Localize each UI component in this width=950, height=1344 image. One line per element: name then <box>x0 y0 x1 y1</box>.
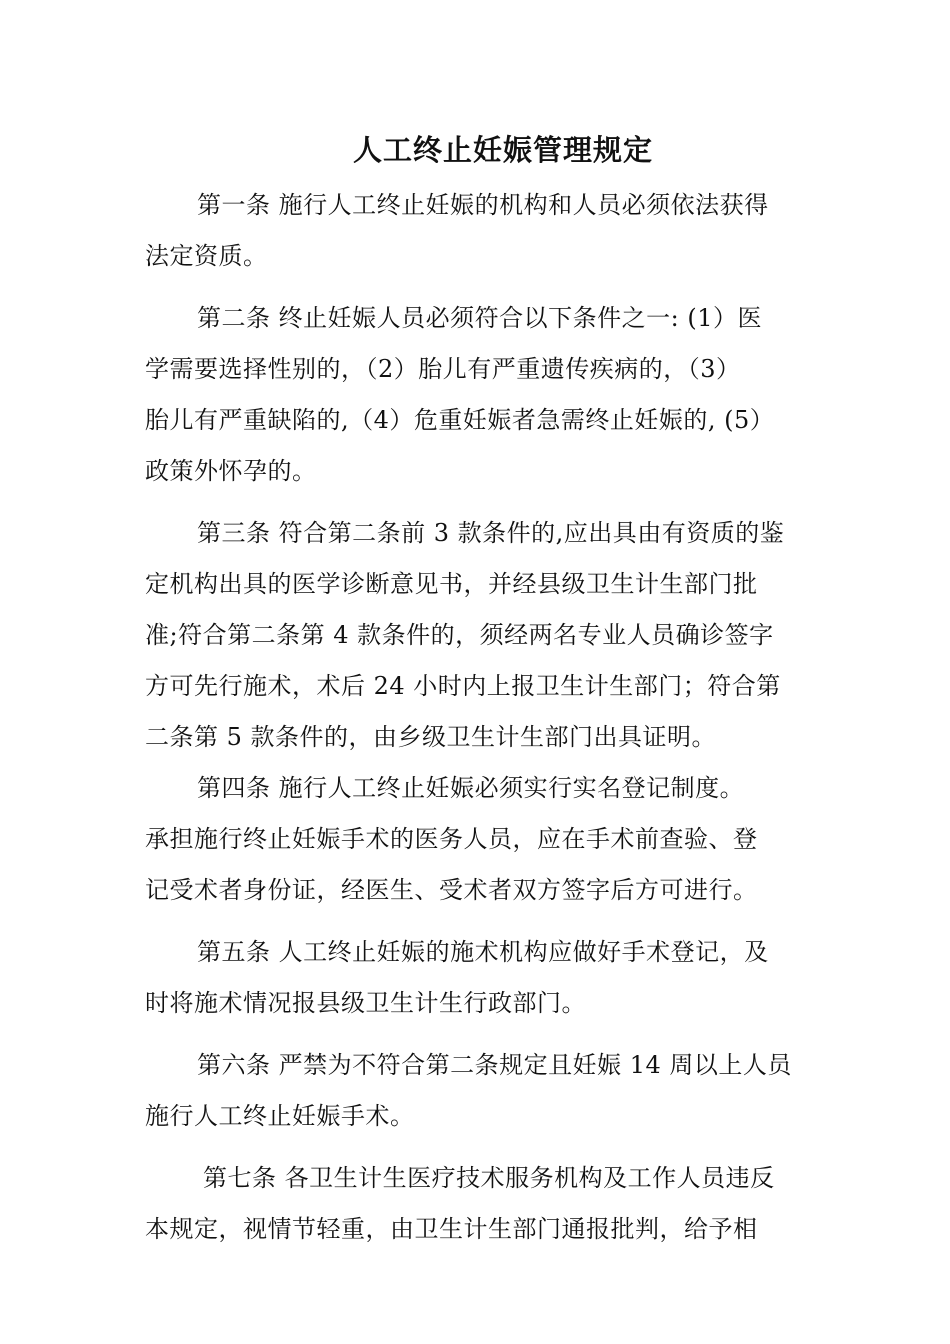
article-3-line-4: 方可先行施术，术后 24 小时内上报卫生计生部门；符合第 <box>145 672 781 700</box>
article-2-line-1: 第二条 终止妊娠人员必须符合以下条件之一: (1）医 <box>197 304 762 332</box>
article-4-line-3: 记受术者身份证，经医生、受术者双方签字后方可进行。 <box>145 876 758 904</box>
article-5-line-2: 时将施术情况报县级卫生计生行政部门。 <box>145 989 586 1017</box>
article-5-line-1: 第五条 人工终止妊娠的施术机构应做好手术登记，及 <box>197 938 769 966</box>
document-title: 人工终止妊娠管理规定 <box>352 133 653 167</box>
document-body <box>145 180 810 1255</box>
article-2-line-4: 政策外怀孕的。 <box>145 457 317 485</box>
article-3-line-2: 定机构出具的医学诊断意见书，并经县级卫生计生部门批 <box>145 570 758 598</box>
article-1-line-1: 第一条 施行人工终止妊娠的机构和人员必须依法获得 <box>197 191 769 219</box>
article-7-line-1: 第七条 各卫生计生医疗技术服务机构及工作人员违反 <box>203 1164 775 1192</box>
article-3-line-3: 准;符合第二条第 4 款条件的，须经两名专业人员确诊签字 <box>145 621 774 649</box>
article-2-line-3: 胎儿有严重缺陷的,（4）危重妊娠者急需终止妊娠的, (5） <box>145 406 775 434</box>
article-6-line-2: 施行人工终止妊娠手术。 <box>145 1102 415 1130</box>
article-3-line-1: 第三条 符合第二条前 3 款条件的,应出具由有资质的鉴 <box>197 519 785 547</box>
article-7-line-2: 本规定，视情节轻重，由卫生计生部门通报批判，给予相 <box>145 1215 758 1243</box>
article-2-line-2: 学需要选择性别的，（2）胎儿有严重遗传疾病的，（3） <box>145 355 741 383</box>
article-4-line-1: 第四条 施行人工终止妊娠必须实行实名登记制度。 <box>197 774 745 802</box>
article-6-line-1: 第六条 严禁为不符合第二条规定且妊娠 14 周以上人员 <box>197 1051 792 1079</box>
article-1-line-2: 法定资质。 <box>145 242 268 270</box>
article-4-line-2: 承担施行终止妊娠手术的医务人员，应在手术前查验、登 <box>145 825 758 853</box>
article-3-line-5: 二条第 5 款条件的，由乡级卫生计生部门出具证明。 <box>145 723 717 751</box>
